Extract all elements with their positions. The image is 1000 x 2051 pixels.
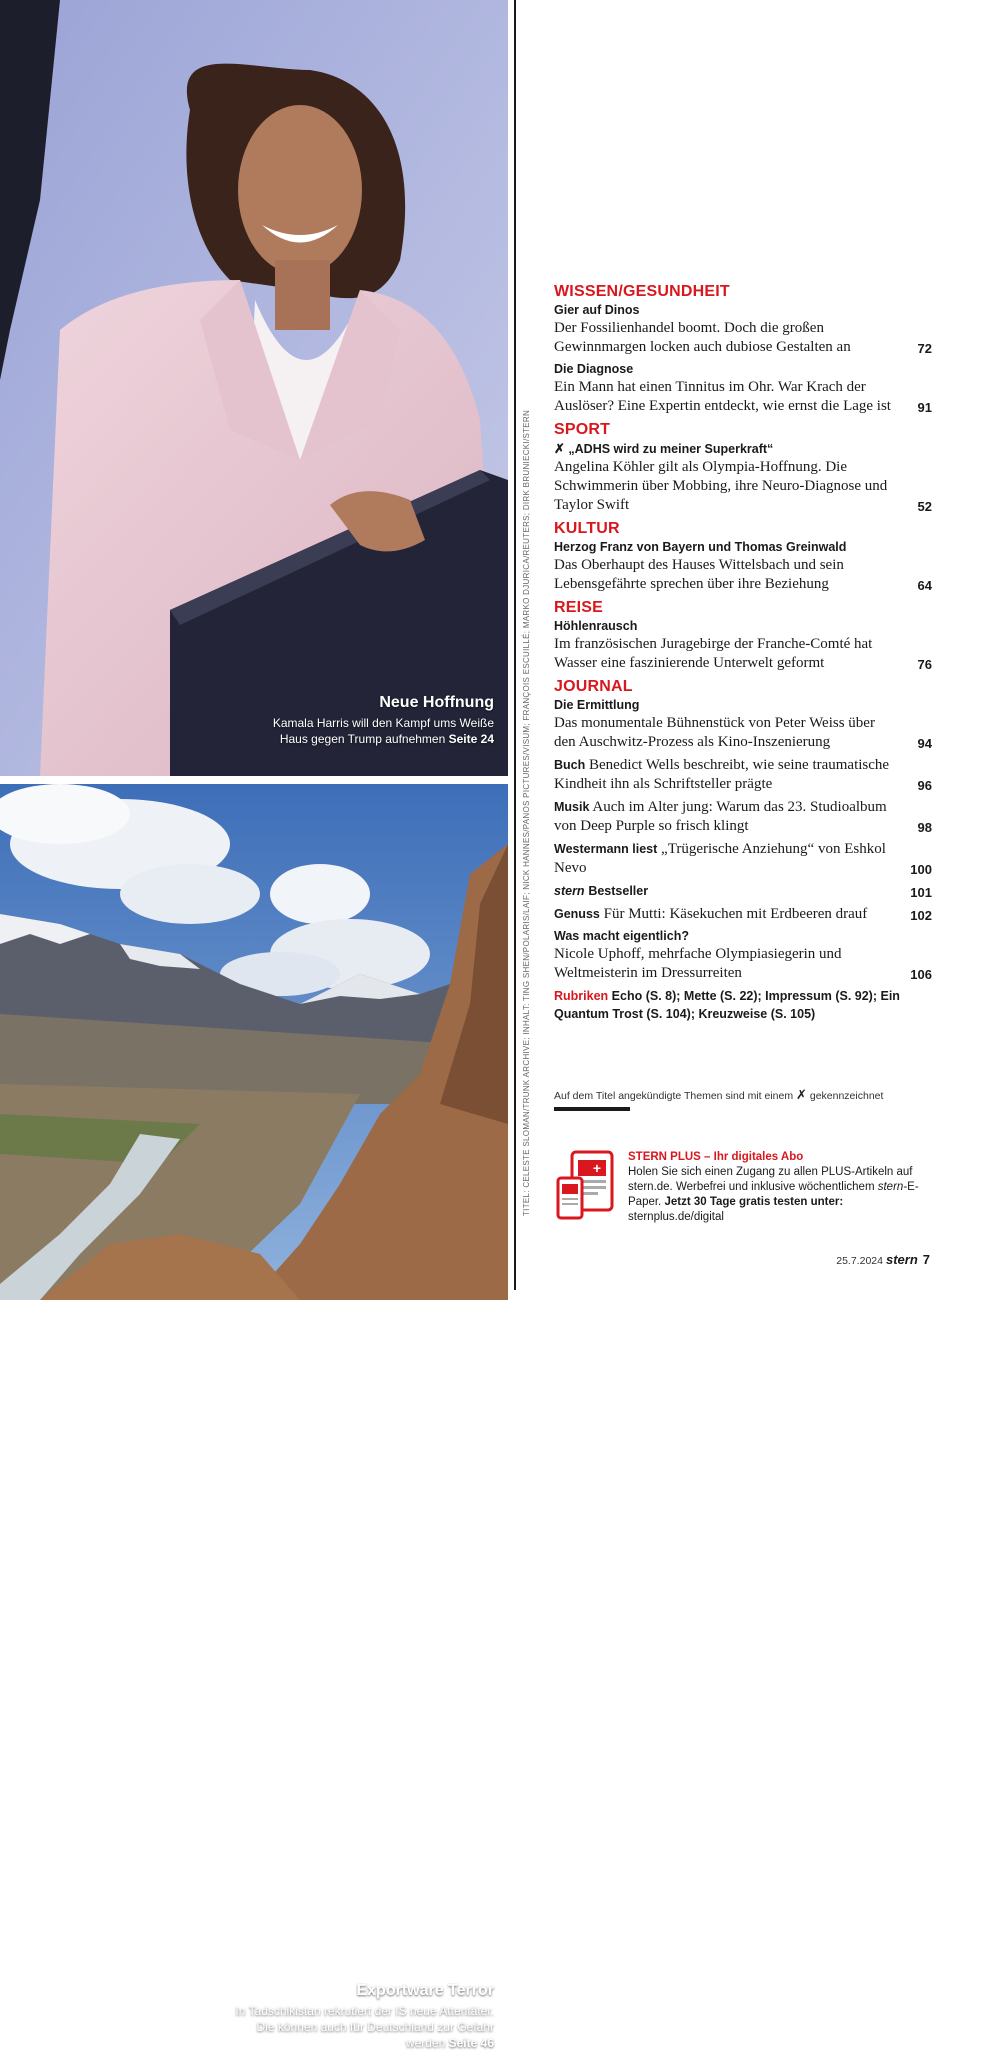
entry-title: Herzog Franz von Bayern und Thomas Greinwald (554, 540, 847, 554)
caption-top-page[interactable]: Seite 24 (448, 732, 494, 746)
entry-text: Für Mutti: Käsekuchen mit Erdbeeren drauf (603, 906, 868, 922)
caption-top (254, 694, 494, 747)
toc-entry-ermittlung[interactable] (554, 697, 932, 752)
rubriken-line (554, 987, 932, 1023)
toc-entry-diagnose[interactable] (554, 361, 932, 416)
entry-body (554, 905, 898, 924)
entry-body: Das Oberhaupt des Hauses Wittelsbach und sein Lebensgefährte sprechen über ihre Beziehung (554, 557, 844, 592)
page-number: 64 (917, 578, 932, 593)
column-divider (514, 0, 516, 1290)
entry-title: Die Diagnose (554, 362, 634, 376)
section-heading-kultur: KULTUR (554, 520, 620, 537)
stern-logo: stern (885, 1252, 918, 1267)
rubriken-label: Rubriken (554, 989, 609, 1003)
entry-text: Benedict Wells beschreibt, wie seine traumatische Kindheit ihn als Schriftsteller prägte (554, 757, 890, 792)
toc-entry-bestseller[interactable] (554, 882, 932, 901)
section-heading-journal: JOURNAL (554, 678, 633, 695)
rubriken-list: Echo (S. 8); Mette (S. 22); Impressum (S. 92); Ein Quantum Trost (S. 104); Kreuzweise (S. 105) (554, 989, 900, 1021)
caption-bottom-title: Exportware Terror (356, 1982, 494, 1999)
toc-entry-dinos[interactable] (554, 302, 932, 357)
issue-date: 25.7.2024 (836, 1255, 883, 1267)
page-number: 91 (917, 400, 932, 415)
stern-brand-text: stern (877, 1181, 904, 1193)
caption-bottom-text (234, 2003, 494, 2051)
entry-label: Buch (554, 758, 586, 772)
cover-topic-marker-icon: ✗ (554, 441, 565, 456)
toc-entry-musik[interactable] (554, 798, 932, 836)
svg-text:+: + (592, 1160, 602, 1176)
stern-plus-url[interactable]: sternplus.de/digital (628, 1211, 724, 1223)
entry-body: Das monumentale Bühnenstück von Peter Weiss über den Auschwitz-Prozess als Kino-Inszenierung (554, 715, 875, 750)
caption-top-text (254, 715, 494, 747)
page-number: 102 (910, 908, 932, 923)
entry-title: Die Ermittlung (554, 698, 640, 712)
landscape-photo-image (0, 784, 508, 1300)
stern-plus-text: Holen Sie sich einen Zugang zu allen PLUS-Artikeln auf stern.de. Werbefrei und inklusive wöchentlichem (628, 1166, 913, 1193)
caption-bottom-page[interactable]: Seite 46 (448, 2036, 494, 2050)
footnote-divider (554, 1107, 630, 1111)
entry-body (554, 756, 898, 794)
entry-title-text: „ADHS wird zu meiner Superkraft“ (568, 442, 774, 456)
stern-plus-promo[interactable] (628, 1150, 928, 1225)
entry-label: Bestseller (588, 884, 649, 898)
entry-label: Genuss (554, 907, 600, 921)
toc-entry-uphoff[interactable] (554, 928, 932, 983)
page-number: 52 (917, 499, 932, 514)
table-of-contents (554, 278, 932, 1023)
stern-plus-body (628, 1165, 928, 1225)
page-number: 76 (917, 657, 932, 672)
entry-title: Höhlenrausch (554, 619, 638, 633)
stern-plus-cta: Jetzt 30 Tage gratis testen unter: (664, 1196, 844, 1208)
photo-tajikistan (0, 784, 508, 2050)
entry-title: Was macht eigentlich? (554, 929, 689, 943)
section-heading-wissen: WISSEN/GESUNDHEIT (554, 283, 730, 300)
entry-title: Gier auf Dinos (554, 303, 640, 317)
entry-body: Im französischen Juragebirge der Franche-Comté hat Wasser eine faszinierende Unterwelt geformt (554, 636, 873, 671)
entry-body: Ein Mann hat einen Tinnitus im Ohr. War Krach der Auslöser? Eine Expertin entdeckt, wie ernst die Lage ist (554, 379, 891, 414)
page-number: 96 (917, 778, 932, 793)
caption-top-body: Kamala Harris will den Kampf ums Weiße Haus gegen Trump aufnehmen (272, 716, 494, 746)
toc-entry-buch[interactable] (554, 756, 932, 794)
toc-entry-westermann[interactable] (554, 840, 932, 878)
stern-plus-devices-icon (556, 1150, 616, 1222)
stern-plus-title: STERN PLUS – Ihr digitales Abo (628, 1151, 804, 1163)
entry-label-brand: stern (554, 884, 585, 898)
entry-label: Musik (554, 800, 590, 814)
toc-entry-adhs[interactable] (554, 440, 932, 515)
page-number-folio: 7 (922, 1252, 930, 1267)
page-number: 98 (917, 820, 932, 835)
entry-body: Angelina Köhler gilt als Olympia-Hoffnung. Die Schwimmerin über Mobbing, ihre Neuro-Diagnose und Taylor Swift (554, 459, 888, 513)
entry-label: Westermann liest (554, 842, 658, 856)
section-heading-reise: REISE (554, 599, 604, 616)
toc-entry-hoehlenrausch[interactable] (554, 618, 932, 673)
page-number: 100 (910, 862, 932, 877)
entry-body: Nicole Uphoff, mehrfache Olympiasiegerin und Weltmeisterin im Dressurreiten (554, 946, 842, 981)
cover-photo-harris (0, 0, 508, 776)
cover-topics-footnote (554, 1087, 932, 1103)
page-number: 72 (917, 341, 932, 356)
entry-title (554, 440, 898, 458)
section-heading-sport: SPORT (554, 421, 611, 438)
page-number: 94 (917, 736, 932, 751)
entry-body (554, 798, 898, 836)
entry-text: „Trügerische Anziehung“ von Eshkol Nevo (554, 841, 886, 876)
entry-body (554, 840, 898, 878)
caption-bottom-body: In Tadschikistan rekrutiert der IS neue Attentäter. Die können auch für Deutschland zur Gefahr werden (235, 2004, 494, 2050)
toc-entry-herzog[interactable] (554, 539, 932, 594)
stern-plus-text2: -E-Paper. (628, 1181, 919, 1208)
harris-photo-image (0, 0, 508, 776)
photo-credits: TITEL: CELESTE SLOMAN/TRUNK ARCHIVE; INHALT: TING SHEN/POLARIS/LAIF; NICK HANNES/PANOS PICTURES/VISUM; FRANÇOIS ESCUILLÉ; MARKO DJURICA/REUTERS; DIRK BRUNIECKI/STERN (522, 409, 531, 1216)
page-folio (836, 1252, 930, 1267)
caption-top-title: Neue Hoffnung (379, 694, 494, 711)
page-number: 106 (910, 967, 932, 982)
footnote-after: gekennzeichnet (809, 1090, 884, 1102)
page-number: 101 (910, 885, 932, 900)
footnote-before: Auf dem Titel angekündigte Themen sind mit einem (554, 1090, 794, 1102)
entry-body: Der Fossilienhandel boomt. Doch die großen Gewinnmargen locken auch dubiose Gestalten an (554, 320, 851, 355)
cover-topic-marker-icon: ✗ (796, 1087, 807, 1102)
entry-body (554, 882, 898, 901)
toc-entry-genuss[interactable] (554, 905, 932, 924)
caption-bottom (234, 1982, 494, 2051)
entry-text: Auch im Alter jung: Warum das 23. Studioalbum von Deep Purple so frisch klingt (554, 799, 887, 834)
